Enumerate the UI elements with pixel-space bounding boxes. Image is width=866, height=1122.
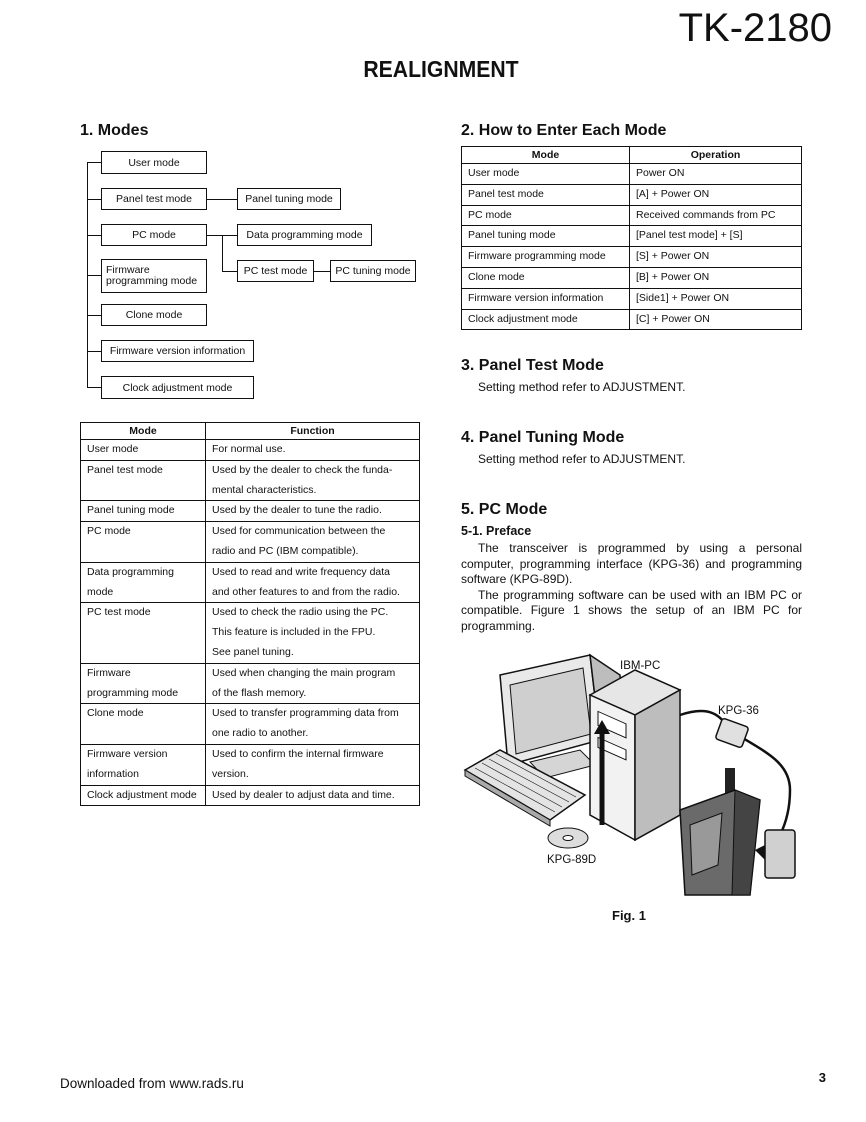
function-cell-line: radio and PC (IBM compatible).	[212, 544, 359, 557]
function-cell	[206, 603, 420, 663]
function-cell-line: Used by the dealer to tune the radio.	[212, 504, 382, 517]
diagram-firmware-programming-mode: Firmware programming mode	[101, 259, 207, 293]
mode-cell: PC mode	[462, 205, 630, 226]
diagram-firmware-version-information: Firmware version information	[101, 340, 254, 362]
function-cell-line: version.	[212, 767, 249, 780]
mode-cell	[81, 785, 206, 806]
cd-icon	[548, 828, 588, 848]
function-cell-line: Used for communication between the	[212, 525, 386, 538]
mode-cell-line: Firmware	[87, 666, 131, 679]
modes-function-table	[80, 422, 420, 806]
enter-mode-heading: 2. How to Enter Each Mode	[461, 122, 667, 139]
function-cell	[206, 744, 420, 785]
figure-label-ibm-pc: IBM-PC	[620, 660, 661, 672]
diagram-pc-test-mode: PC test mode	[237, 260, 314, 282]
enter-mode-table	[461, 146, 802, 330]
mode-cell	[81, 663, 206, 704]
table-row	[81, 522, 420, 563]
mode-cell	[81, 522, 206, 563]
figure-label-kpg-89d: KPG-89D	[547, 854, 597, 866]
panel-tuning-text: Setting method refer to ADJUSTMENT.	[478, 452, 686, 466]
table-header-operation: Operation	[630, 147, 802, 164]
function-cell	[206, 663, 420, 704]
table-row	[462, 309, 802, 330]
mode-cell	[81, 440, 206, 461]
table-row	[81, 603, 420, 663]
table-row	[81, 501, 420, 522]
function-cell-line: Used by dealer to adjust data and time.	[212, 788, 395, 801]
figure-label-kpg-36: KPG-36	[718, 705, 759, 717]
table-row	[462, 288, 802, 309]
operation-cell: [C] + Power ON	[630, 309, 802, 330]
mode-cell: Panel test mode	[462, 184, 630, 205]
function-cell-line: Used to read and write frequency data	[212, 565, 391, 578]
diagram-panel-test-mode: Panel test mode	[101, 188, 207, 210]
preface-body	[461, 541, 802, 634]
mode-cell-line: User mode	[87, 443, 139, 455]
mode-cell-line: information	[87, 767, 139, 780]
table-row	[462, 267, 802, 288]
table-header-function: Function	[206, 423, 420, 440]
table-row	[462, 184, 802, 205]
mode-cell: Panel tuning mode	[462, 226, 630, 247]
function-cell-line: Used to check the radio using the PC.	[212, 606, 389, 619]
mode-cell	[81, 704, 206, 745]
radio-icon	[680, 768, 795, 895]
figure-caption: Fig. 1	[612, 908, 646, 923]
function-cell-line: Used to confirm the internal firmware	[212, 747, 384, 760]
function-cell	[206, 460, 420, 501]
mode-cell-line: Panel test mode	[87, 463, 163, 476]
operation-cell: [A] + Power ON	[630, 184, 802, 205]
diagram-user-mode: User mode	[101, 151, 207, 174]
table-row	[81, 460, 420, 501]
page-number: 3	[818, 1070, 826, 1085]
function-cell	[206, 562, 420, 603]
interface-icon	[715, 718, 749, 748]
mode-cell: Firmware version information	[462, 288, 630, 309]
figure-1-illustration	[460, 650, 810, 900]
table-header-mode: Mode	[81, 423, 206, 440]
diagram-panel-tuning-mode: Panel tuning mode	[237, 188, 341, 210]
mode-cell-line: PC test mode	[87, 606, 151, 619]
operation-cell: [Panel test mode] + [S]	[630, 226, 802, 247]
operation-cell: Power ON	[630, 164, 802, 185]
table-row	[462, 247, 802, 268]
pc-mode-heading: 5. PC Mode	[461, 501, 548, 518]
preface-paragraph-1: The transceiver is programmed by using a personal computer, programming interface (KPG-36) and programming software (KPG-89D).	[461, 541, 802, 586]
preface-subheading: 5-1. Preface	[461, 524, 532, 538]
table-row	[462, 226, 802, 247]
mode-cell: Firmware programming mode	[462, 247, 630, 268]
mode-cell-line: Firmware version	[87, 747, 168, 760]
table-row	[81, 562, 420, 603]
mode-cell: Clock adjustment mode	[462, 309, 630, 330]
table-row	[81, 704, 420, 745]
mode-cell	[81, 562, 206, 603]
table-header-mode: Mode	[462, 147, 630, 164]
diagram-clock-adjustment-mode: Clock adjustment mode	[101, 376, 254, 399]
diagram-pc-mode: PC mode	[101, 224, 207, 246]
table-row	[81, 785, 420, 806]
function-cell	[206, 501, 420, 522]
mode-cell	[81, 603, 206, 663]
mode-cell: Clone mode	[462, 267, 630, 288]
function-cell	[206, 522, 420, 563]
function-cell-line: Used to transfer programming data from	[212, 707, 399, 720]
operation-cell: [Side1] + Power ON	[630, 288, 802, 309]
footer-source: Downloaded from www.rads.ru	[60, 1076, 244, 1091]
model-number: TK-2180	[678, 6, 832, 50]
table-row	[81, 744, 420, 785]
mode-cell	[81, 501, 206, 522]
mode-cell-line: PC mode	[87, 525, 131, 538]
function-cell-line: This feature is included in the FPU.	[212, 626, 376, 639]
modes-heading: 1. Modes	[80, 122, 149, 139]
diagram-pc-tuning-mode: PC tuning mode	[330, 260, 416, 282]
function-cell-line: of the flash memory.	[212, 686, 307, 699]
mode-cell-line: programming mode	[87, 686, 179, 699]
page-title: REALIGNMENT	[363, 56, 519, 82]
panel-test-text: Setting method refer to ADJUSTMENT.	[478, 380, 686, 394]
mode-cell-line: Data programming	[87, 565, 174, 578]
function-cell	[206, 440, 420, 461]
function-cell-line: mental characteristics.	[212, 483, 317, 496]
table-row	[462, 164, 802, 185]
function-cell-line: one radio to another.	[212, 727, 309, 740]
function-cell	[206, 785, 420, 806]
table-row	[81, 440, 420, 461]
operation-cell: [S] + Power ON	[630, 247, 802, 268]
operation-cell: [B] + Power ON	[630, 267, 802, 288]
mode-cell-line: Clone mode	[87, 707, 144, 720]
function-cell-line: Used by the dealer to check the funda-	[212, 463, 393, 476]
mode-cell-line: Clock adjustment mode	[87, 788, 197, 801]
mode-cell-line: Panel tuning mode	[87, 504, 175, 517]
table-row	[81, 663, 420, 704]
diagram-clone-mode: Clone mode	[101, 304, 207, 326]
mode-cell: User mode	[462, 164, 630, 185]
function-cell-line: Used when changing the main program	[212, 666, 396, 679]
operation-cell: Received commands from PC	[630, 205, 802, 226]
mode-cell-line: mode	[87, 585, 114, 598]
function-cell-line: See panel tuning.	[212, 645, 294, 658]
function-cell-line: and other features to and from the radio.	[212, 585, 400, 598]
panel-test-heading: 3. Panel Test Mode	[461, 357, 604, 374]
table-row	[462, 205, 802, 226]
mode-cell	[81, 744, 206, 785]
preface-paragraph-2: The programming software can be used with an IBM PC or compatible. Figure 1 shows the setup of an IBM PC for programming.	[461, 587, 802, 633]
function-cell-line: For normal use.	[212, 443, 286, 455]
panel-tuning-heading: 4. Panel Tuning Mode	[461, 429, 625, 446]
function-cell	[206, 704, 420, 745]
mode-cell	[81, 460, 206, 501]
diagram-data-programming-mode: Data programming mode	[237, 224, 372, 246]
